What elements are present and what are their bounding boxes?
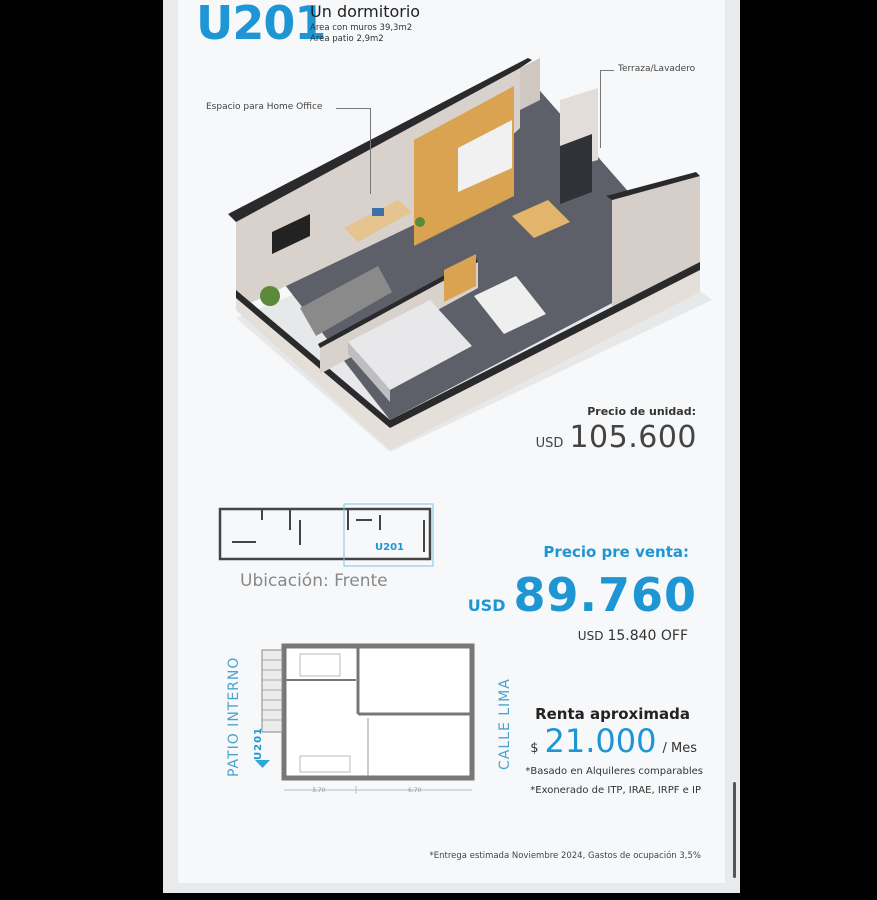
ubicacion-text: Ubicación: Frente <box>240 571 388 591</box>
floorplan-unit-marker: U201 <box>253 727 264 760</box>
presale-currency: USD <box>467 596 506 615</box>
label-home-office: Espacio para Home Office <box>206 102 323 112</box>
scrollbar[interactable] <box>733 782 736 878</box>
label-terraza: Terraza/Lavadero <box>618 64 696 74</box>
discount-value: 15.840 OFF <box>607 628 688 644</box>
rent-value: 21.000 <box>544 722 657 760</box>
unit-subtitle: Un dormitorio <box>310 2 421 21</box>
unit-price-currency: USD <box>535 436 564 451</box>
footer-note: *Entrega estimada Noviembre 2024, Gastos de ocupación 3,5% <box>429 851 701 861</box>
area-patio: Area patio 2,9m2 <box>310 34 384 44</box>
presale-label: Precio pre venta: <box>543 543 689 561</box>
side-label-patio: PATIO INTERNO <box>226 656 242 777</box>
dimension-right: 6,70 <box>408 787 422 794</box>
rent-currency: $ <box>530 741 539 756</box>
rent-note-exonerado: *Exonerado de ITP, IRAE, IRPF e IP <box>530 785 701 796</box>
unit-code: U201 <box>196 0 326 50</box>
discount-currency: USD <box>577 629 604 643</box>
rent-period: / Mes <box>662 741 697 756</box>
area-walls: Area con muros 39,3m2 <box>310 23 413 33</box>
rent-label: Renta aproximada <box>535 705 690 723</box>
unit-price-value: 105.600 <box>569 420 697 455</box>
rent-note-comparables: *Basado en Alquileres comparables <box>525 766 703 777</box>
presale-value: 89.760 <box>513 568 697 622</box>
unit-price-label: Precio de unidad: <box>587 405 696 418</box>
entry-marker-icon <box>255 760 270 768</box>
mini-plan-unit-label: U201 <box>375 542 404 553</box>
side-label-calle: CALLE LIMA <box>497 678 513 770</box>
rent-amount <box>530 722 697 760</box>
dimension-left: 3,70 <box>312 787 326 794</box>
